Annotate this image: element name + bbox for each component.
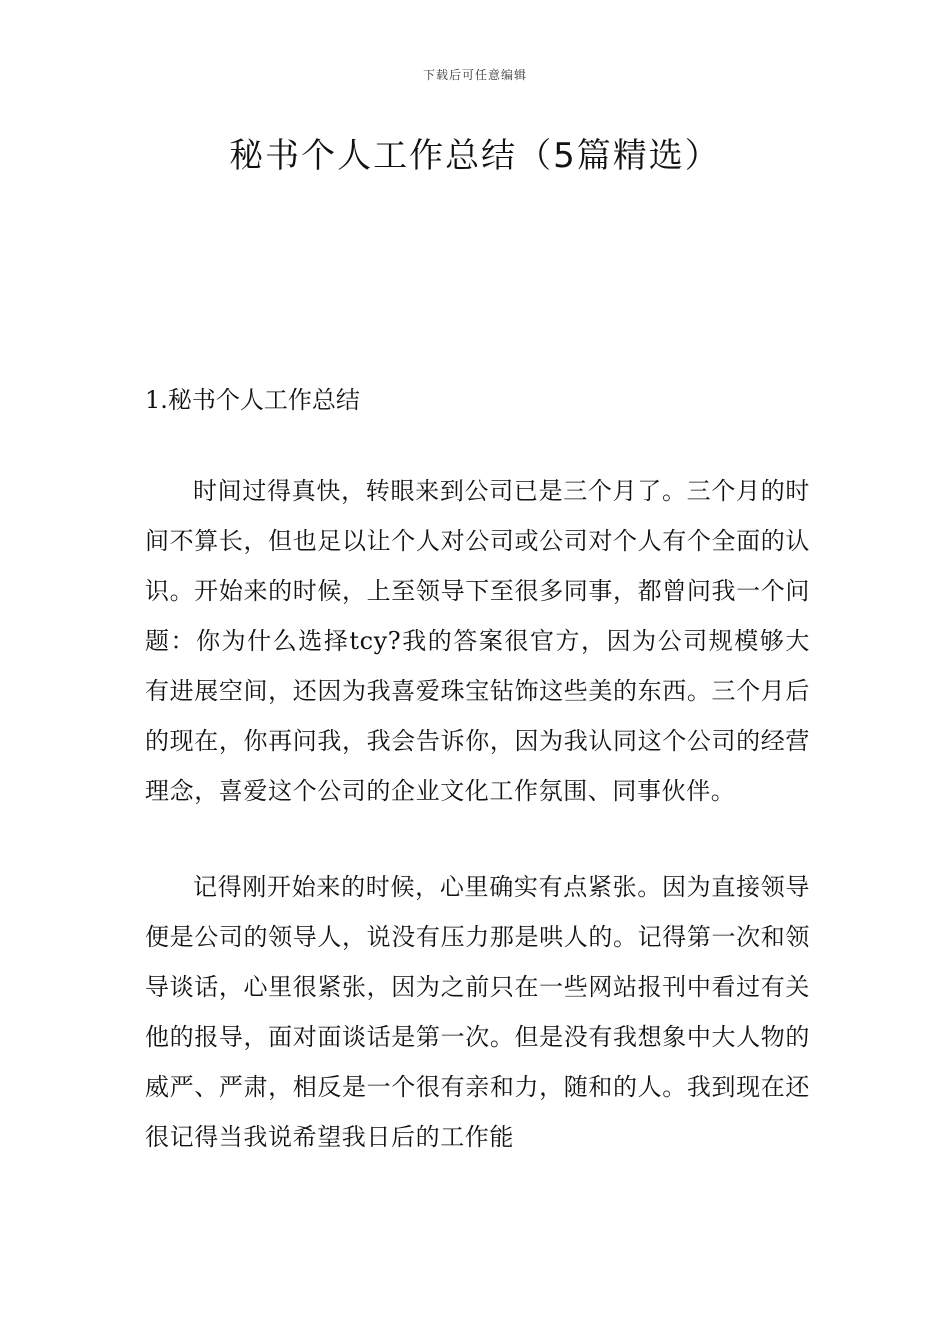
section-heading: 1.秘书个人工作总结: [145, 386, 360, 414]
document-title: 秘书个人工作总结（5篇精选）: [229, 136, 721, 176]
document-body: [145, 382, 810, 1208]
header-note: 下载后可任意编辑: [422, 68, 527, 82]
paragraph-2: 记得刚开始来的时候，心里确实有点紧张。因为直接领导便是公司的领导人，说没有压力那是哄人的。记得第一次和领导谈话，心里很紧张，因为之前只在一些网站报刊中看过有关他的报导，面对面谈话是第一次。但是没有我想象中大人物的威严、严肃，相反是一个很有亲和力，随和的人。我到现在还很记得当我说希望我日后的工作能: [145, 873, 810, 1151]
paragraph-1: 时间过得真快，转眼来到公司已是三个月了。三个月的时间不算长，但也足以让个人对公司或公司对个人有个全面的认识。开始来的时候，上至领导下至很多同事，都曾问我一个问题：你为什么选择tcy?我的答案很官方，因为公司规模够大有进展空间，还因为我喜爱珠宝钻饰这些美的东西。三个月后的现在，你再问我，我会告诉你，因为我认同这个公司的经营理念，喜爱这个公司的企业文化工作氛围、同事伙伴。: [145, 477, 810, 805]
